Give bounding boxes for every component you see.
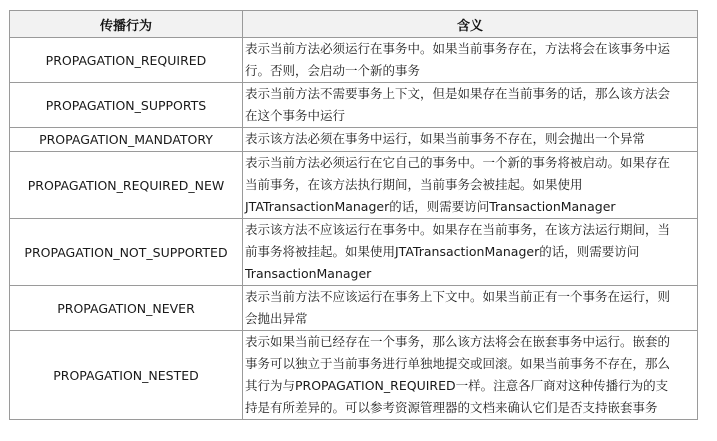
behavior-description-cell xyxy=(243,38,698,83)
table-row xyxy=(10,152,698,219)
behavior-name-cell: PROPAGATION_REQUIRED xyxy=(10,38,243,83)
description-line: 前事务将被挂起。如果使用JTATransactionManager的话，则需要访问 xyxy=(245,244,640,259)
description-line: 表示当前方法不应该运行在事务上下文中。如果当前正有一个事务在运行，则 xyxy=(245,289,671,304)
propagation-behavior-table xyxy=(9,10,698,420)
description-line: JTATransactionManager的话，则需要访问TransactionManager xyxy=(245,199,616,214)
behavior-name-cell: PROPAGATION_NOT_SUPPORTED xyxy=(10,219,243,286)
description-line: 在这个事务中运行 xyxy=(245,108,346,123)
behavior-name-cell: PROPAGATION_NESTED xyxy=(10,331,243,420)
behavior-name-cell: PROPAGATION_SUPPORTS xyxy=(10,83,243,128)
description-line: 持是有所差异的。可以参考资源管理器的文档来确认它们是否支持嵌套事务 xyxy=(245,400,658,415)
table-row xyxy=(10,331,698,420)
table-row xyxy=(10,286,698,331)
description-line: 当前事务，在该方法执行期间，当前事务会被挂起。如果使用 xyxy=(245,177,583,192)
table-row xyxy=(10,38,698,83)
description-line: 表示该方法不应该运行在事务中。如果存在当前事务，在该方法运行期间，当 xyxy=(245,222,671,237)
description-line: 表示如果当前已经存在一个事务，那么该方法将会在嵌套事务中运行。嵌套的 xyxy=(245,334,671,349)
behavior-description-cell xyxy=(243,83,698,128)
behavior-description-cell xyxy=(243,219,698,286)
table-row xyxy=(10,128,698,152)
behavior-description-cell xyxy=(243,152,698,219)
behavior-description-cell xyxy=(243,128,698,152)
behavior-name-cell: PROPAGATION_MANDATORY xyxy=(10,128,243,152)
header-meaning: 含义 xyxy=(243,11,698,38)
description-line: 事务可以独立于当前事务进行单独地提交或回滚。如果当前事务不存在，那么 xyxy=(245,356,671,371)
table-row xyxy=(10,83,698,128)
table-row xyxy=(10,219,698,286)
behavior-name-cell: PROPAGATION_NEVER xyxy=(10,286,243,331)
table-header-row xyxy=(10,11,698,38)
description-line: 表示当前方法必须运行在事务中。如果当前事务存在，方法将会在该事务中运 xyxy=(245,41,671,56)
description-line: 其行为与PROPAGATION_REQUIRED一样。注意各厂商对这种传播行为的支 xyxy=(245,378,669,393)
description-line: 表示该方法必须在事务中运行，如果当前事务不存在，则会抛出一个异常 xyxy=(245,131,646,146)
header-propagation-behavior: 传播行为 xyxy=(10,11,243,38)
description-line: TransactionManager xyxy=(245,266,372,281)
behavior-description-cell xyxy=(243,331,698,420)
description-line: 会抛出异常 xyxy=(245,311,308,326)
description-line: 行。否则，会启动一个新的事务 xyxy=(245,63,421,78)
description-line: 表示当前方法必须运行在它自己的事务中。一个新的事务将被启动。如果存在 xyxy=(245,155,671,170)
behavior-description-cell xyxy=(243,286,698,331)
behavior-name-cell: PROPAGATION_REQUIRED_NEW xyxy=(10,152,243,219)
description-line: 表示当前方法不需要事务上下文，但是如果存在当前事务的话，那么该方法会 xyxy=(245,86,671,101)
